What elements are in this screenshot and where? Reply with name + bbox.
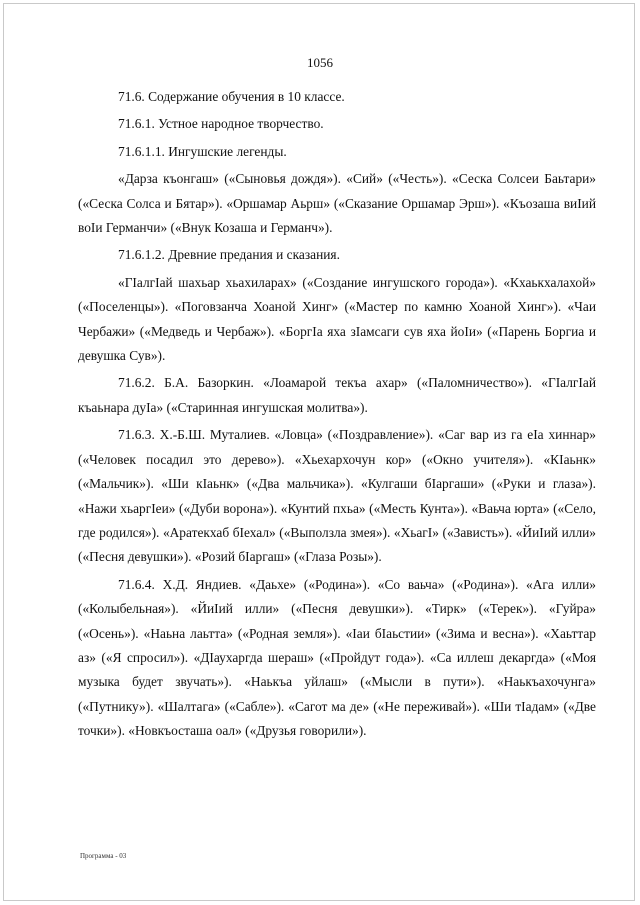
legends-paragraph: «Дарза къонгаш» («Сыновья дождя»). «Сий» («Честь»). «Сеска Солсеи Баьтари» («Сеска Солса и Бятар»). «Оршамар Аьрш» («Сказание Оршамар Эрш»). «Къозаша виӀий воӀи Германчи» («Внук Козаша и Германч»).	[78, 171, 596, 236]
yandiev-paragraph: 71.6.4. Х.Д. Яндиев. «Даьхе» («Родина»). «Со ваьча» («Родина»). «Ага илли» («Колыбельная»). «ЙиӀий илли» («Песня девушки»). «Тирк» («Терек»). «Гуйра» («Осень»). «Наьна лаьтта» («Родная земля»). «Іаи бІаьстии» («Зима и весна»). «Хаьттар аз» («Я спросил»). «ДІаухаргда шераш» («Пройдут года»). «Са иллеш декаргда» («Моя музыка будет звучать»). «Наькъа уйлаш» («Мысли в пути»). «Наькъахочунга» («Путнику»). «Шалтага» («Сабле»). «Сагот ма де» («Не переживай»). «Ши тІадам» («Две точки»). «Новкъосташа оал» («Друзья говорили»).	[78, 576, 596, 739]
section-heading-10-class: 71.6. Содержание обучения в 10 классе.	[118, 89, 345, 104]
section-heading-oral-folk-art: 71.6.1. Устное народное творчество.	[118, 116, 324, 132]
section-heading-legends: 71.6.1.1. Ингушские легенды.	[118, 143, 287, 159]
document-body	[78, 85, 596, 747]
mutaliev-paragraph: 71.6.3. Х.-Б.Ш. Муталиев. «Ловца» («Поздравление»). «Саг вар из га еӀа хиннар» («Человек посадил это дерево»). «Хьехархочун кор» («Окно учителя»). «КІаьнк» («Мальчик»). «Ши кІаьнк» («Два мальчика»). «Кулгаши бІаргаши» («Руки и глаза»). «Нажи хьаргІеи» («Дуби ворона»). «Кунтий пхьа» («Месть Кунта»). «Ваьча юрта» («Село, где родился»). «Аратекхаб бІехал» («Выползла змея»). «ХьагІ» («Зависть»). «ЙиӀий илли» («Песня девушки»). «Розий бІаргаш» («Глаза Розы»).	[78, 427, 596, 565]
bazorkin-paragraph: 71.6.2. Б.А. Базоркин. «Лоамарой текъа ахар» («Паломничество»). «ГІалгІай къаьнара дуӀа» («Старинная ингушская молитва»).	[78, 375, 596, 415]
tales-paragraph: «ГІалгІай шахьар хьахиларах» («Создание ингушского города»). «Кхаькхалахой» («Поселенцы»). «Поговзанча Хоаной Хинг» («Мастер по камню Хоаной Хинг»). «Чаи Чербажи» («Медведь и Чербаж»). «БоргӀа яха зӀамсаги сув яха йоӀи» («Парень Боргиа и девушка Сув»).	[78, 274, 596, 364]
footer-label: Программа - 03	[80, 852, 127, 860]
section-heading-ancient-tales: 71.6.1.2. Древние предания и сказания.	[118, 247, 340, 263]
page-number: 1056	[307, 55, 333, 70]
